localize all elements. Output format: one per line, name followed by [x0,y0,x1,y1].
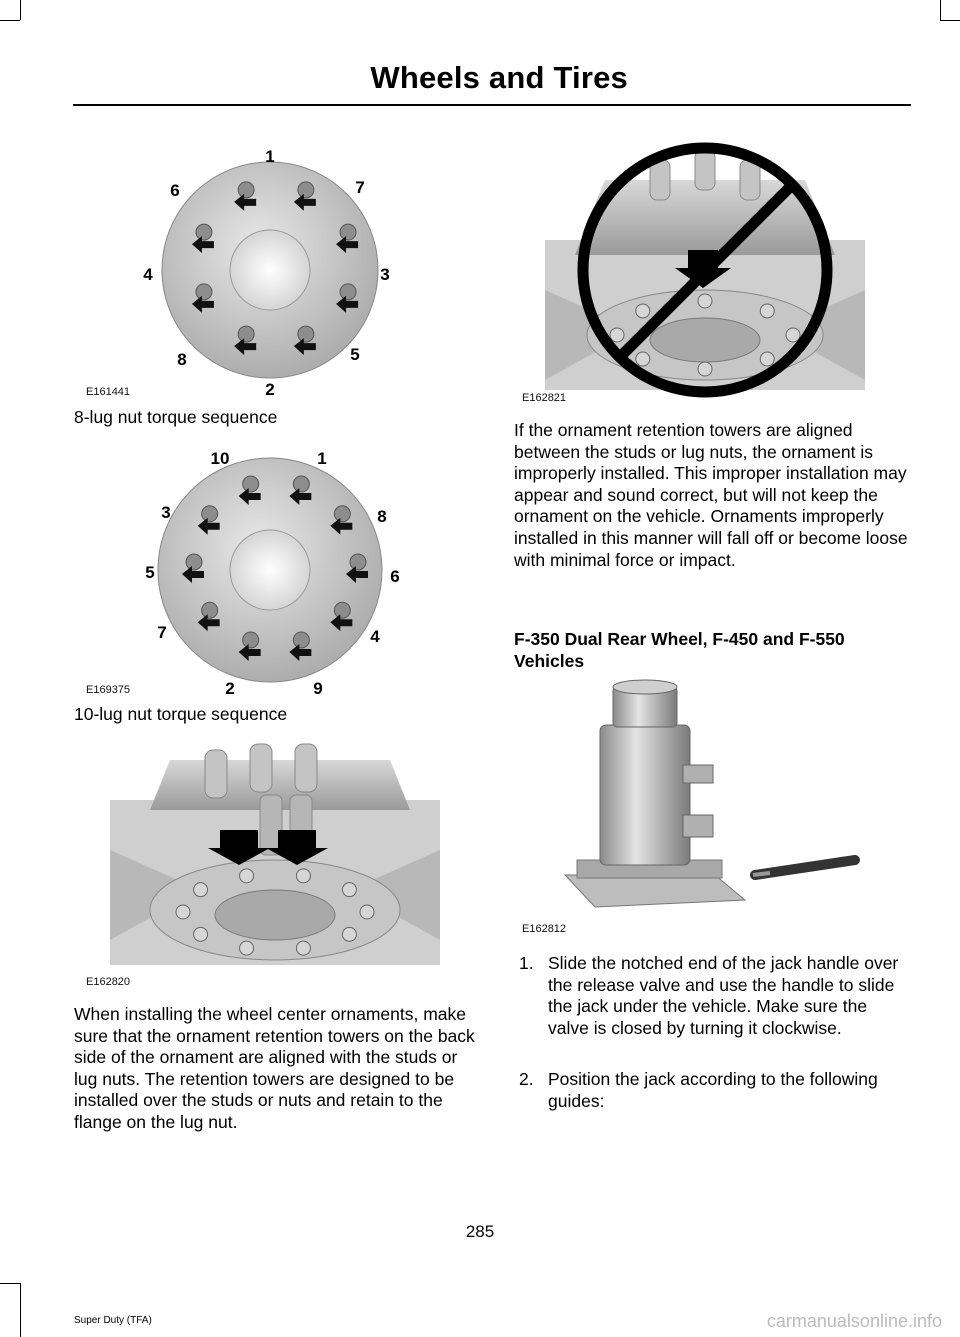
lug-nut [243,476,259,492]
lug-nut [334,602,350,618]
lug-nut [334,506,350,522]
lug-nut [202,506,218,522]
crop-mark [0,20,20,21]
sequence-label: 5 [350,345,360,364]
wheel-stud [194,927,208,941]
lug-nut [340,224,356,240]
wheel-stud [698,294,712,308]
list-text: Slide the notched end of the jack handle over the release valve and use the handle to slide the jack under the vehicle. Make sure the valve is closed by turning it clockwise. [548,953,899,1038]
wheel-stud [636,352,650,366]
crop-mark [0,1283,20,1284]
sequence-label: 6 [170,181,180,200]
sequence-label: 9 [313,679,323,698]
wheel-stud [240,941,254,955]
wheel-stud [342,883,356,897]
wheel-stud [698,362,712,376]
list-text: Position the jack according to the following guides: [548,1069,878,1111]
list-number: 1. [519,953,534,973]
footer-model: Super Duty (TFA) [74,1315,152,1326]
wheel-stud [610,328,624,342]
lug-nut [243,632,259,648]
sequence-label: 3 [161,503,171,522]
wheel-stud [760,352,774,366]
wheel-stud [240,869,254,883]
sequence-label: 7 [157,623,167,642]
crop-mark [20,0,21,20]
sequence-label: 2 [265,380,275,399]
lug-nut [238,326,254,342]
body-paragraph: When installing the wheel center ornaments, make sure that the ornament retention towers on the back side of the ornament are aligned with the studs or lug nuts. The retention towers are designed to be installed over the studs or nuts and retain to the flange on the lug nut. [74,1004,475,1132]
figure-code: E162812 [522,923,567,935]
lug-nut [293,632,309,648]
ten-lug-diagram [120,440,420,700]
lug-nut [298,326,314,342]
list-item [519,1069,908,1112]
sequence-label: 4 [143,265,153,284]
wheel-stud [760,304,774,318]
sequence-label: 8 [377,507,387,526]
figure-code: E169375 [86,684,131,696]
lug-nut [340,284,356,300]
list-number: 2. [519,1069,534,1089]
crop-mark [940,20,960,21]
lug-nut [298,182,314,198]
lug-nut [350,554,366,570]
lug-nut [293,476,309,492]
lug-nut [196,284,212,300]
wheel-stud [296,941,310,955]
sequence-label: 2 [225,679,235,698]
sequence-label: 1 [265,147,275,166]
body-paragraph: If the ornament retention towers are aligned between the studs or lug nuts, the ornament is improperly installed. This improper installation may appear and sound correct, but will not keep the ornament on the vehicle. Ornaments improperly installed in this manner will fall off or become loose with minimal force or impact. [514,420,908,570]
wheel-stud [342,927,356,941]
figure-caption: 8-lug nut torque sequence [74,407,278,427]
figure-code: E162821 [522,392,567,404]
figure-code: E161441 [86,386,131,398]
lug-nut [202,602,218,618]
ornament-aligned-illustration [110,740,440,975]
wheel-stud [176,905,190,919]
section-subheading: F-350 Dual Rear Wheel, F-450 and F-550 Vehicles [514,629,845,671]
ornament-misaligned-illustration [545,120,865,405]
wheel-stud [296,869,310,883]
sequence-label: 3 [380,265,390,284]
crop-mark [940,0,941,20]
wheel-stud [194,883,208,897]
header-rule [73,104,911,106]
wheel-stud [636,304,650,318]
sequence-label: 5 [145,563,155,582]
sequence-label: 8 [177,350,187,369]
sequence-label: 7 [355,178,365,197]
sequence-label: 1 [317,449,327,468]
sequence-label: 10 [210,449,230,468]
lug-nut [196,224,212,240]
bottle-jack-illustration [555,675,865,925]
lug-nut [186,554,202,570]
page-title: Wheels and Tires [370,60,628,95]
crop-mark [20,1283,21,1337]
sequence-label: 4 [370,627,380,646]
watermark: carmanualsonline.info [766,1311,942,1331]
lug-nut [238,182,254,198]
wheel-stud [786,328,800,342]
list-item [519,953,908,1039]
wheel-stud [360,905,374,919]
sequence-label: 6 [390,567,400,586]
figure-code: E162820 [86,976,131,988]
figure-caption: 10-lug nut torque sequence [74,704,288,724]
page-number: 285 [465,1222,495,1241]
eight-lug-diagram [120,140,420,400]
